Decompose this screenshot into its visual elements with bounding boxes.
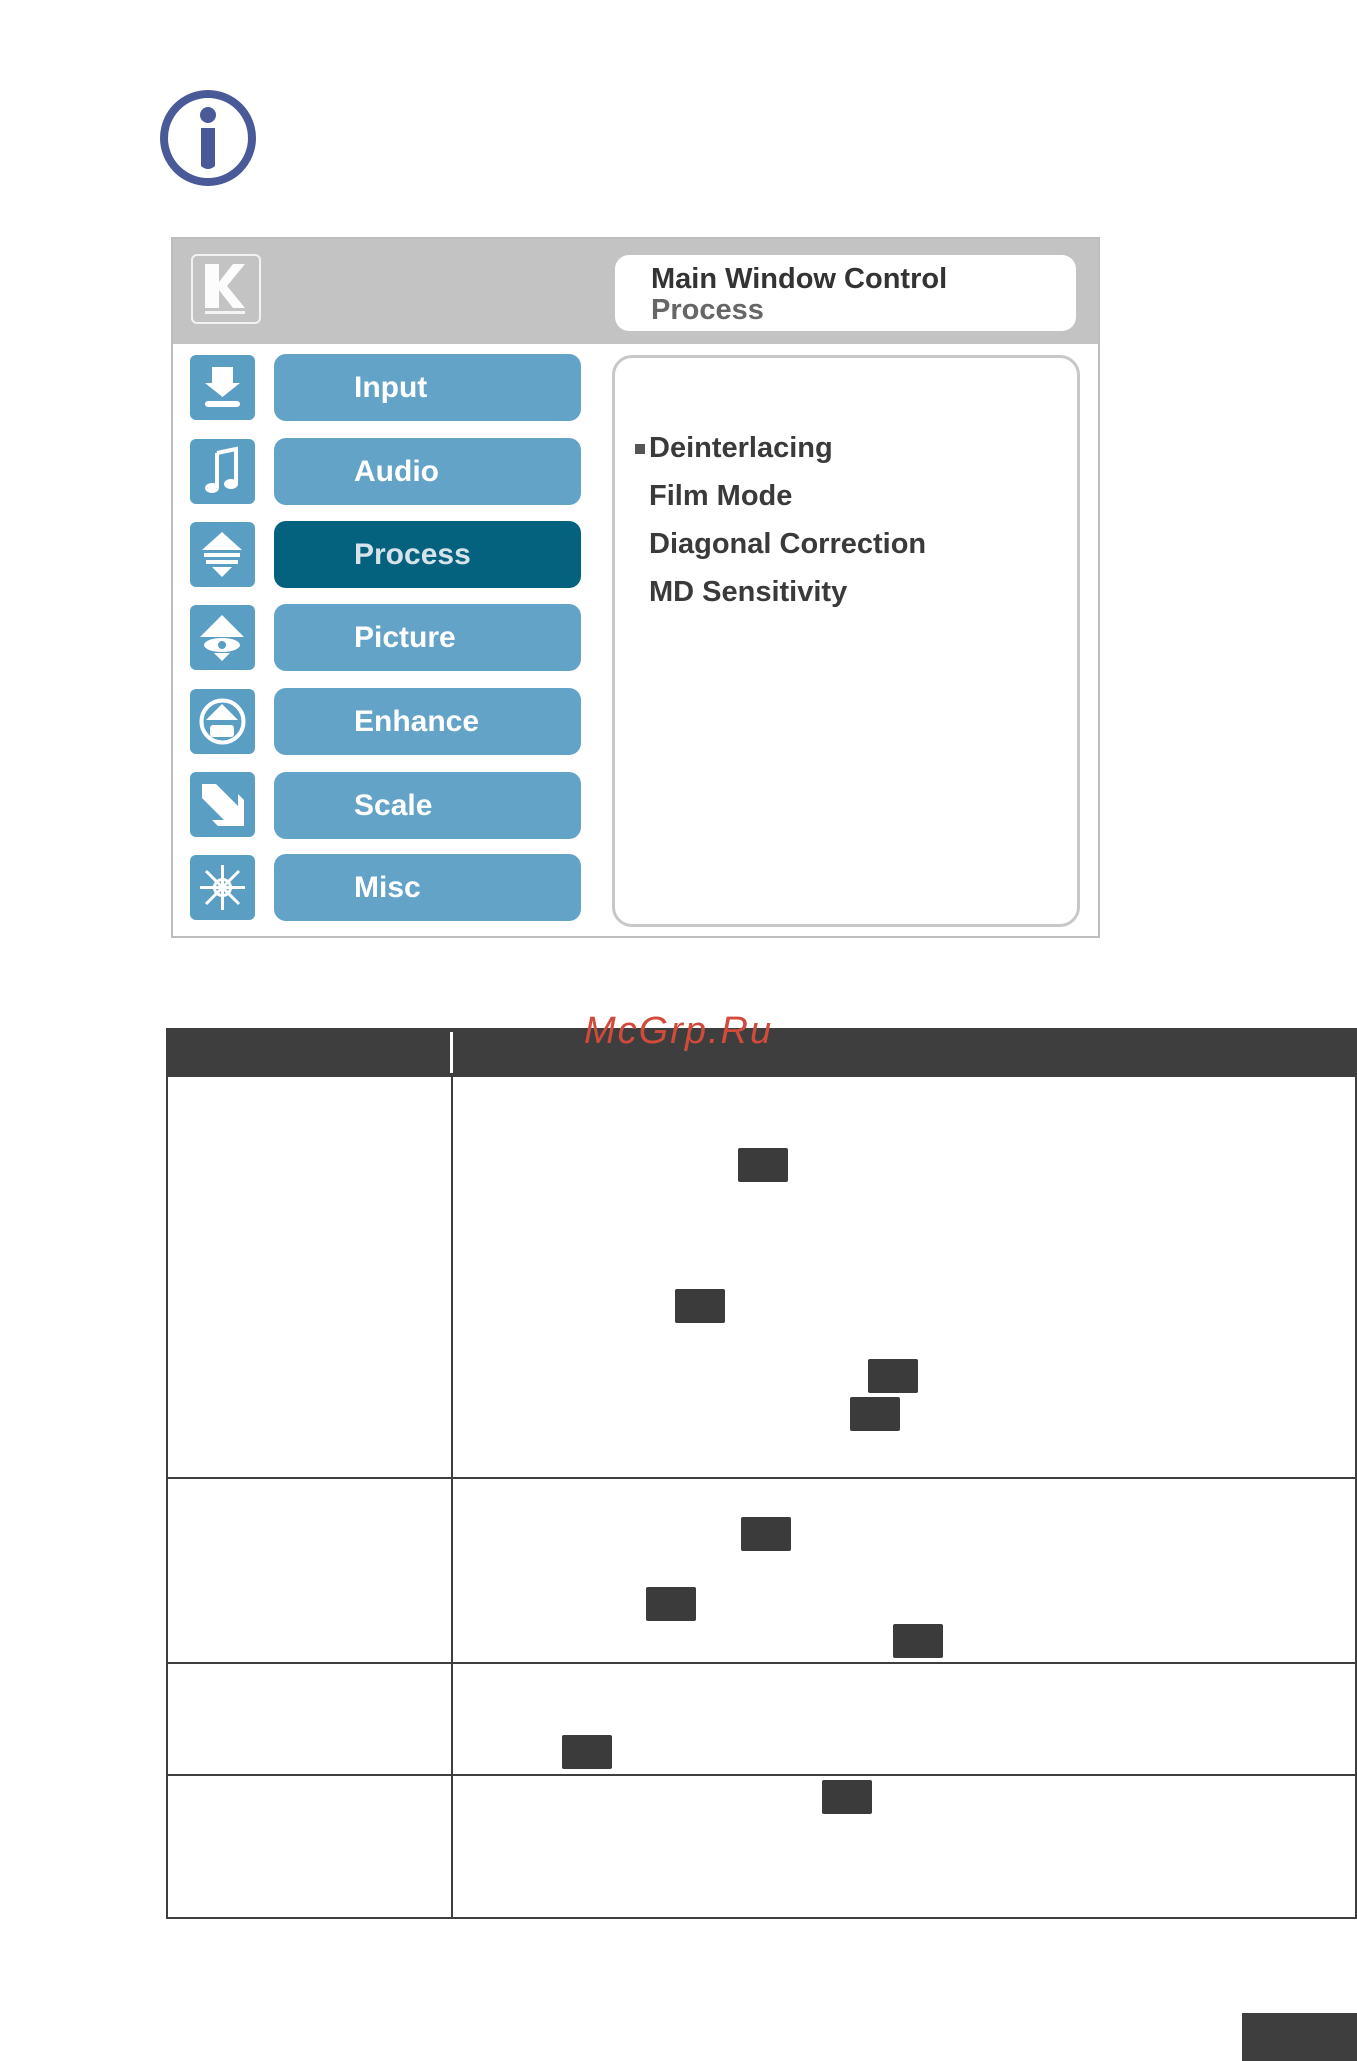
selected-item-marker [635,444,645,454]
menu-button-misc[interactable]: Misc [274,854,581,921]
osd-subtitle: Process [651,294,764,326]
table-left-border [166,1077,168,1919]
table-bottom-border [166,1917,1357,1919]
submenu-item-diagonal-correction[interactable]: Diagonal Correction [649,528,927,560]
process-layers-icon [190,522,255,587]
kramer-logo [191,254,261,324]
submenu-item-deinterlacing[interactable]: Deinterlacing [649,432,833,464]
watermark-text: McGrp.Ru [584,1010,774,1052]
menu-button-scale[interactable]: Scale [274,772,581,839]
music-note-icon [190,439,255,504]
row-divider [166,1662,1357,1664]
info-icon [158,88,258,188]
scale-diagonal-arrow-icon [190,772,255,837]
osd-menu-screenshot [171,237,1100,938]
key-button-glyph [893,1624,943,1658]
menu-button-enhance[interactable]: Enhance [274,688,581,755]
column-divider [451,1077,453,1919]
osd-title: Main Window Control [651,263,948,295]
key-button-glyph [822,1780,872,1814]
key-button-glyph [562,1735,612,1769]
menu-button-process[interactable]: Process [274,521,581,588]
enhance-arrow-icon [190,689,255,754]
settings-table [166,1028,1357,1919]
submenu-item-film-mode[interactable]: Film Mode [649,480,793,512]
key-button-glyph [675,1289,725,1323]
key-button-glyph [868,1359,918,1393]
osd-header-bar [173,239,1098,344]
osd-title-box [615,255,1076,331]
menu-button-picture[interactable]: Picture [274,604,581,671]
key-button-glyph [850,1397,900,1431]
submenu-item-md-sensitivity[interactable]: MD Sensitivity [649,576,848,608]
key-button-glyph [741,1517,791,1551]
key-button-glyph [738,1148,788,1182]
header-separator [450,1032,453,1073]
menu-button-input[interactable]: Input [274,354,581,421]
picture-eye-icon [190,605,255,670]
misc-snowflake-icon [190,855,255,920]
row-divider [166,1477,1357,1479]
input-download-icon [190,355,255,420]
page-number-tab [1242,2013,1357,2061]
submenu-panel [612,355,1080,927]
key-button-glyph [646,1587,696,1621]
row-divider [166,1774,1357,1776]
menu-button-audio[interactable]: Audio [274,438,581,505]
